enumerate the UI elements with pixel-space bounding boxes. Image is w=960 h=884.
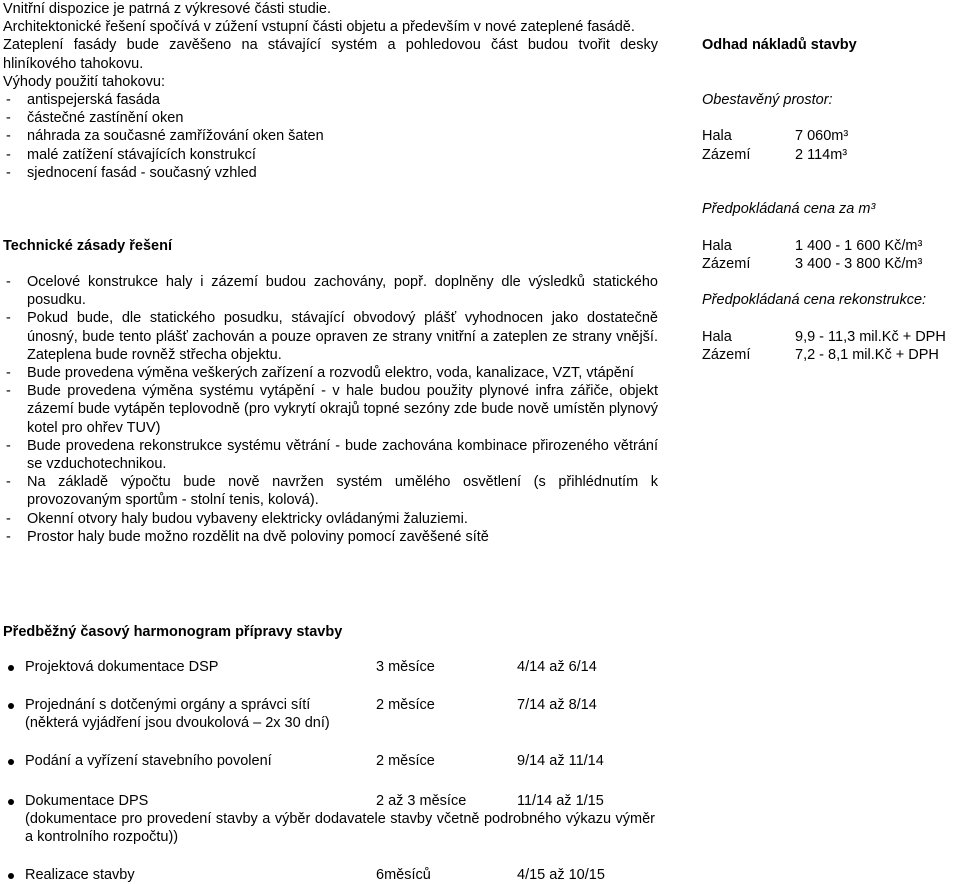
schedule-duration: 3 měsíce: [376, 659, 435, 675]
schedule-task: Projednání s dotčenými orgány a správci sítí: [25, 697, 311, 713]
schedule-task: Realizace stavby: [25, 867, 135, 883]
row-value: 7 060m³: [795, 128, 849, 144]
bullet-icon: [8, 665, 14, 671]
list-item: - Prostor haly bude možno rozdělit na dvě poloviny pomocí zavěšené sítě: [3, 528, 658, 546]
intro-line: Zateplení fasády bude zavěšeno na stávající systém a pohledovou část budou tvořit desky hliníkového tahokovu.: [3, 37, 658, 72]
row-label: Zázemí: [702, 147, 751, 163]
list-item-text: Na základě výpočtu bude nově navržen systém umělého osvětlení (s přihlédnutím k provozovaným sportům - stolní tenis, kolová).: [27, 474, 658, 509]
schedule-list: [0, 658, 960, 884]
list-item-text: Bude provedena výměna veškerých zařízení a rozvodů elektro, voda, kanalizace, VZT, vtápění: [27, 365, 634, 382]
bullet-icon: [8, 873, 14, 879]
row-label: Zázemí: [702, 347, 751, 363]
intro-line: Vnitřní dispozice je patrná z výkresové části studie.: [3, 1, 332, 17]
costs-section: [702, 0, 960, 380]
row-label: Hala: [702, 329, 732, 345]
row-value: 9,9 - 11,3 mil.Kč + DPH: [795, 329, 946, 345]
row-label: Hala: [702, 128, 732, 144]
schedule-duration: 2 až 3 měsíce: [376, 793, 467, 809]
schedule-duration: 2 měsíce: [376, 753, 435, 769]
row-label: Hala: [702, 238, 732, 254]
costs-heading: Odhad nákladů stavby: [702, 37, 857, 53]
schedule-period: 11/14 až 1/15: [517, 793, 604, 809]
bullet-icon: [8, 703, 14, 709]
intro-line: Architektonické řešení spočívá v zúžení vstupní části objetu a především v nové zateplené fasádě.: [3, 19, 635, 36]
schedule-period: 4/15 až 10/15: [517, 867, 605, 883]
list-item: - Ocelové konstrukce haly i zázemí budou zachovány, popř. doplněny dle výsledků statického posudku.: [6, 274, 658, 309]
benefits-heading: Výhody použití tahokovu:: [3, 73, 166, 90]
list-item: - Bude provedena rekonstrukce systému větrání - bude zachována kombinace přirozeného větrání se vzduchotechnikou.: [6, 437, 658, 473]
schedule-note: (dokumentace pro provedení stavby a výběr dodavatele stavby včetně podrobného výkazu výměr a kontrolního rozpočtu)): [25, 811, 655, 846]
reconstruction-label: Předpokládaná cena rekonstrukce:: [702, 292, 927, 308]
list-item: - Bude provedena výměna veškerých zařízení a rozvodů elektro, voda, kanalizace, VZT, vtápění: [3, 364, 658, 382]
bullet-icon: [8, 799, 14, 805]
list-item: - Bude provedena výměna systému vytápění - v hale budou použity plynové infra zářiče, objekt zázemí bude vytápěn teplovodně (pro vykrytí okrajů topné sezóny zde bude nově umístěn plynový kotel pro ohřev TUV): [6, 383, 658, 436]
technical-heading: Technické zásady řešení: [3, 238, 172, 254]
list-item-text: Okenní otvory haly budou vybaveny elektricky ovládanými žaluziemi.: [27, 510, 468, 527]
list-item: - antispejerská fasáda: [6, 92, 160, 109]
list-item-text: Prostor haly bude možno rozdělit na dvě poloviny pomocí zavěšené sítě: [27, 528, 489, 545]
schedule-task: Projektová dokumentace DSP: [25, 659, 219, 675]
list-item-text: antispejerská fasáda: [27, 92, 160, 109]
list-item-text: Bude provedena výměna systému vytápění - v hale budou použity plynové infra zářiče, objekt zázemí bude vytápěn teplovodně (pro vykrytí okrajů topné sezóny zde bude nově umístěn plynový kotel pro ohřev TUV): [27, 383, 658, 436]
schedule-note: (některá vyjádření jsou dvoukolová – 2x 30 dní): [25, 715, 330, 731]
list-item: - částečné zastínění oken: [6, 110, 184, 127]
schedule-period: 7/14 až 8/14: [517, 697, 597, 713]
technical-list: [3, 273, 658, 546]
list-item-text: částečné zastínění oken: [27, 110, 184, 127]
row-label: Zázemí: [702, 256, 751, 272]
intro-section: [3, 0, 658, 182]
list-item: - Okenní otvory haly budou vybaveny elektricky ovládanými žaluziemi.: [3, 510, 658, 528]
schedule-duration: 2 měsíce: [376, 697, 435, 713]
row-value: 2 114m³: [795, 147, 848, 163]
technical-section: [3, 273, 658, 546]
schedule-task: Dokumentace DPS: [25, 793, 149, 809]
bullet-icon: [8, 759, 14, 765]
row-value: 7,2 - 8,1 mil.Kč + DPH: [795, 347, 939, 363]
list-item: - malé zatížení stávajících konstrukcí: [6, 146, 256, 163]
list-item-text: náhrada za současné zamřížování oken šaten: [27, 128, 324, 145]
list-item-text: Pokud bude, dle statického posudku, stávající obvodový plášť vyhodnocen jako dostatečně únosný, bude tento plášť zachován a pouze opraven ze strany vnitřní a zateplen ze strany vnější. Zateplena bude rovněž střecha objektu.: [27, 310, 658, 363]
row-value: 3 400 - 3 800 Kč/m³: [795, 256, 923, 272]
volume-label: Obestavěný prostor:: [702, 92, 833, 108]
schedule-heading: Předběžný časový harmonogram přípravy stavby: [3, 624, 343, 640]
list-item: - Na základě výpočtu bude nově navržen systém umělého osvětlení (s přihlédnutím k provozovaným sportům - stolní tenis, kolová).: [6, 474, 658, 509]
benefits-list: [3, 91, 658, 182]
list-item-text: Ocelové konstrukce haly i zázemí budou zachovány, popř. doplněny dle výsledků statického posudku.: [27, 274, 658, 309]
list-item: - sjednocení fasád - současný vzhled: [6, 164, 257, 181]
row-value: 1 400 - 1 600 Kč/m³: [795, 238, 923, 254]
list-item: - náhrada za současné zamřížování oken šaten: [6, 128, 324, 145]
schedule-duration: 6měsíců: [376, 867, 431, 883]
unit-price-label: Předpokládaná cena za m³: [702, 201, 876, 217]
schedule-period: 9/14 až 11/14: [517, 753, 604, 769]
list-item-text: sjednocení fasád - současný vzhled: [27, 164, 257, 181]
list-item-text: malé zatížení stávajících konstrukcí: [27, 146, 256, 163]
list-item: - Pokud bude, dle statického posudku, stávající obvodový plášť vyhodnocen jako dostatečně únosný, bude tento plášť zachován a pouze opraven ze strany vnitřní a zateplen ze strany vnější. Zateplena bude rovněž střecha objektu.: [6, 310, 658, 363]
list-item-text: Bude provedena rekonstrukce systému větrání - bude zachována kombinace přirozeného větrání se vzduchotechnikou.: [27, 437, 658, 473]
schedule-period: 4/14 až 6/14: [517, 659, 597, 675]
schedule-task: Podání a vyřízení stavebního povolení: [25, 753, 272, 769]
